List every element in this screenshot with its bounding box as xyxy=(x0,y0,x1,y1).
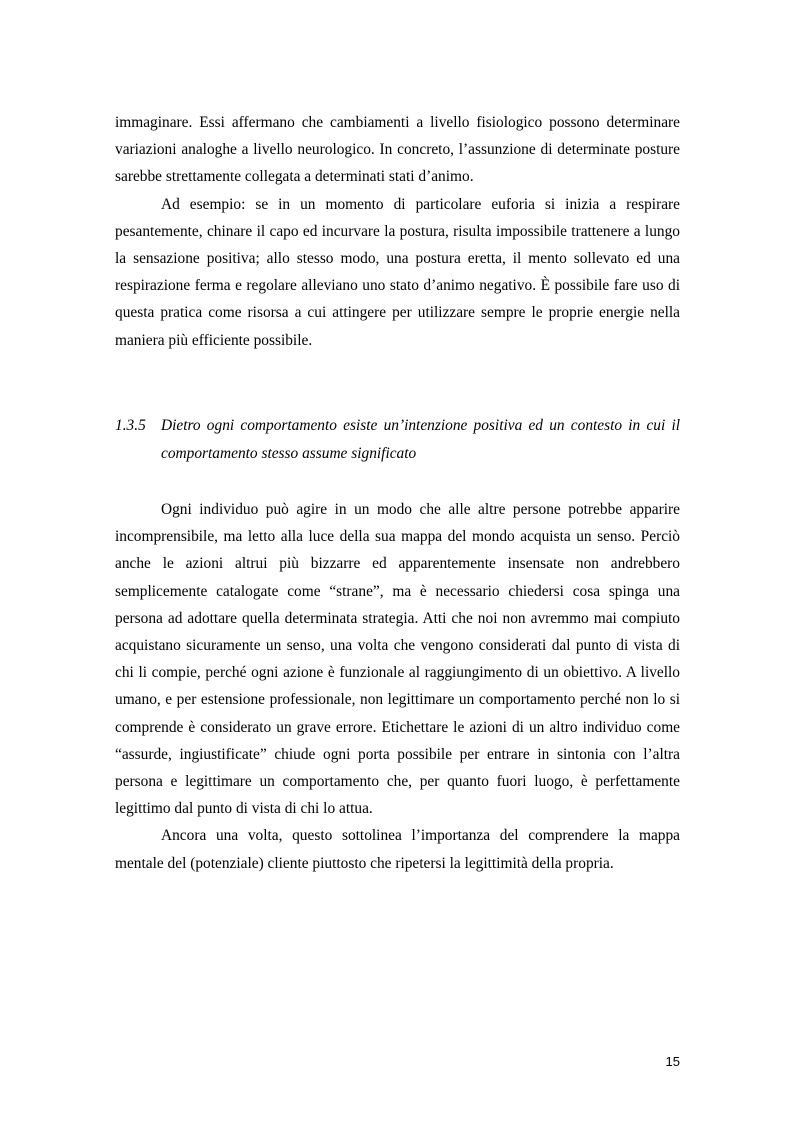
paragraph-example: Ad esempio: se in un momento di particolare euforia si inizia a respirare pesantemente, chinare il capo ed incurvare la postura, risulta impossibile trattenere a lungo la sensazione positiva; allo stesso modo, una postura eretta, il mento sollevato ed una respirazione ferma e regolare alleviano uno stato d’animo negativo. È possibile fare uso di questa pratica come risorsa a cui attingere per utilizzare sempre le proprie energie nella maniera più efficiente possibile. xyxy=(115,195,680,349)
page-number: 15 xyxy=(665,1054,680,1069)
paragraph-body: Ogni individuo può agire in un modo che alle altre persone potrebbe apparire incomprensibile, ma letto alla luce della sua mappa del mondo acquista un senso. Perciò anche le azioni altrui più bizzarre ed apparentemente insensate non andrebbero semplicemente catalogate come “strane”, ma è necessario chiedersi cosa spinga una persona ad adottare quella determinata strategia. Atti che noi non avremmo mai compiuto acquistano sicuramente un senso, una volta che vengono considerati dal punto di vista di chi li compie, perché ogni azione è funzionale al raggiungimento di un obiettivo. A livello umano, e per estensione professionale, non legittimare un comportamento perché non lo si comprende è considerato un grave errore. Etichettare le azioni di un altro individuo come “assurde, ingiustificate” chiude ogni porta possibile per entrare in sintonia con l’altra persona e legittimare un comportamento che, per quanto fuori luogo, è perfettamente legittimo dal punto di vista di chi lo attua. xyxy=(115,501,680,818)
section-heading xyxy=(115,412,680,468)
intro-text-block xyxy=(115,109,680,354)
paragraph-continuation: immaginare. Essi affermano che cambiamenti a livello fisiologico possono determinare variazioni analoghe a livello neurologico. In concreto, l’assunzione di determinate posture sarebbe strettamente collegata a determinati stati d’animo. xyxy=(115,114,680,186)
paragraph-conclusion: Ancora una volta, questo sottolinea l’importanza del comprendere la mappa mentale del (potenziale) cliente piuttosto che ripetersi la legittimità della propria. xyxy=(115,827,680,872)
section-title: Dietro ogni comportamento esiste un’intenzione positiva ed un contesto in cui il comportamento stesso assume significato xyxy=(161,417,680,462)
section-number: 1.3.5 xyxy=(115,417,146,434)
section-text-block xyxy=(115,496,680,877)
